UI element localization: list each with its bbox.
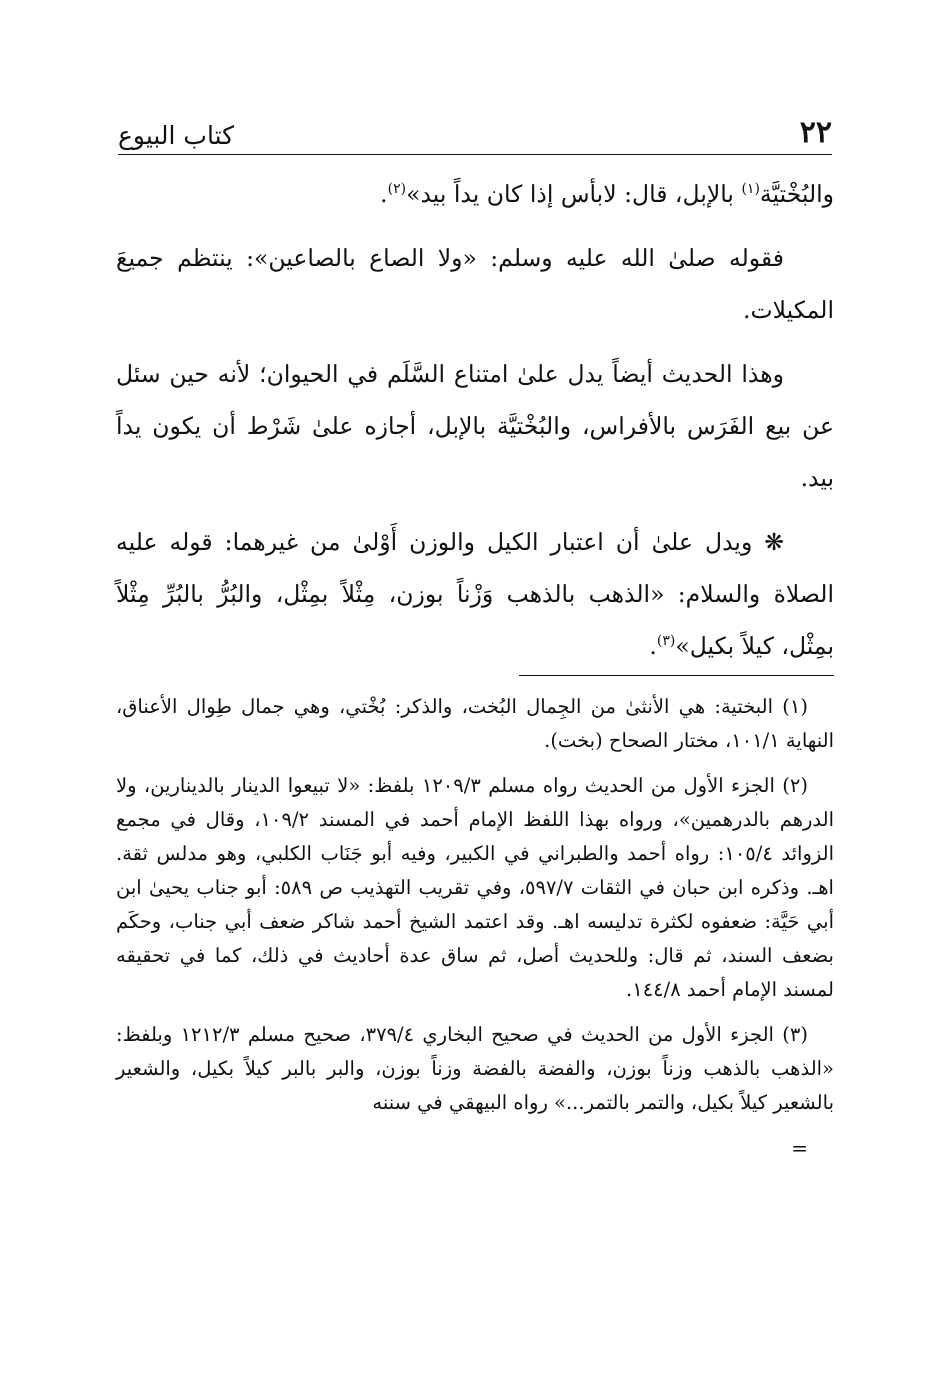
footnote-ref-2: (٢) — [387, 181, 407, 198]
p4-end: . — [649, 632, 657, 660]
footnote-3: (٣) الجزء الأول من الحديث في صحيح البخاري ٣٧٩/٤، صحيح مسلم ١٢١٢/٣ وبلفظ: «الذهب بالذهب وزناً بوزن، والفضة بالفضة وزناً بوزن، والبر بالبر كيلاً بكيل، والشعير بالشعير كيلاً بكيل، والتمر بالتمر...» رواه البيهقي في سننه — [116, 1023, 834, 1114]
footnote-1: (١) البختية: هي الأنثىٰ من الجِمال البُخت، والذكر: بُخْتي، وهي جمال طِوال الأعناق، النهاية ١٠١/١، مختار الصحاح (بخت). — [116, 695, 834, 752]
paragraph-1 — [116, 168, 834, 220]
page-number: ٢٢ — [799, 115, 832, 150]
paragraph-2: فقوله صلىٰ الله عليه وسلم: «ولا الصاع بالصاعين»: ينتظم جميعَ المكيلات. — [116, 244, 834, 324]
footnote-ref-3: (٣) — [656, 633, 676, 650]
book-title: كتاب البيوع — [118, 121, 235, 150]
p1-start: والبُخْتيَّة — [759, 180, 834, 208]
running-header — [118, 106, 832, 155]
p1-end: . — [380, 180, 388, 208]
main-text — [116, 168, 834, 684]
footnote-2: (٢) الجزء الأول من الحديث رواه مسلم ١٢٠٩/٣ بلفظ: «لا تبيعوا الدينار بالدينارين، ولا الدرهم بالدرهمين»، ورواه بهذا اللفظ الإمام أحمد في المسند ١٠٩/٢، وقال في مجمع الزوائد ١٠٥/٤: رواه أحمد والطبراني في الكبير، وفيه أبو جَنَاب الكلبي، وهو مدلس ثقة. اهـ. وذكره ابن حبان في الثقات ٥٩٧/٧، وفي تقريب التهذيب ص ٥٨٩: أبو جناب يحيىٰ ابن أبي حَيَّة: ضعفوه لكثرة تدليسه اهـ. وقد اعتمد الشيخ أحمد شاكر ضعف أبي جناب، وحكَم بضعف السند، ثم قال: وللحديث أصل، ثم ساق عدة أحاديث في ذلك، كما في تحقيقه لمسند الإمام أحمد ١٤٤/٨. — [116, 774, 835, 1001]
footnote-ref-1: (١) — [741, 181, 760, 198]
p1-middle: بالإبل، قال: لابأس إذا كان يداً بيد» — [406, 180, 742, 208]
paragraph-4 — [116, 516, 834, 672]
p4-text: ❋ ويدل علىٰ أن اعتبار الكيل والوزن أَوْلىٰ من غيرهما: قوله عليه الصلاة والسلام: «الذهب بالذهب وَزْناً بوزن، مِثْلاً بمِثْل، والبُرُّ بالبُرِّ مِثْلاً بمِثْل، كيلاً بكيل» — [116, 528, 834, 660]
footnotes — [116, 690, 834, 1176]
footnote-separator — [519, 675, 834, 676]
continuation-mark: = — [791, 1136, 808, 1160]
paragraph-3: وهذا الحديث أيضاً يدل علىٰ امتناع السَّلَم في الحيوان؛ لأنه حين سئل عن بيع الفَرَس بالأفراس، والبُخْتيَّة بالإبل، أجازه علىٰ شَرْط أن يكون يداً بيد. — [116, 360, 834, 492]
